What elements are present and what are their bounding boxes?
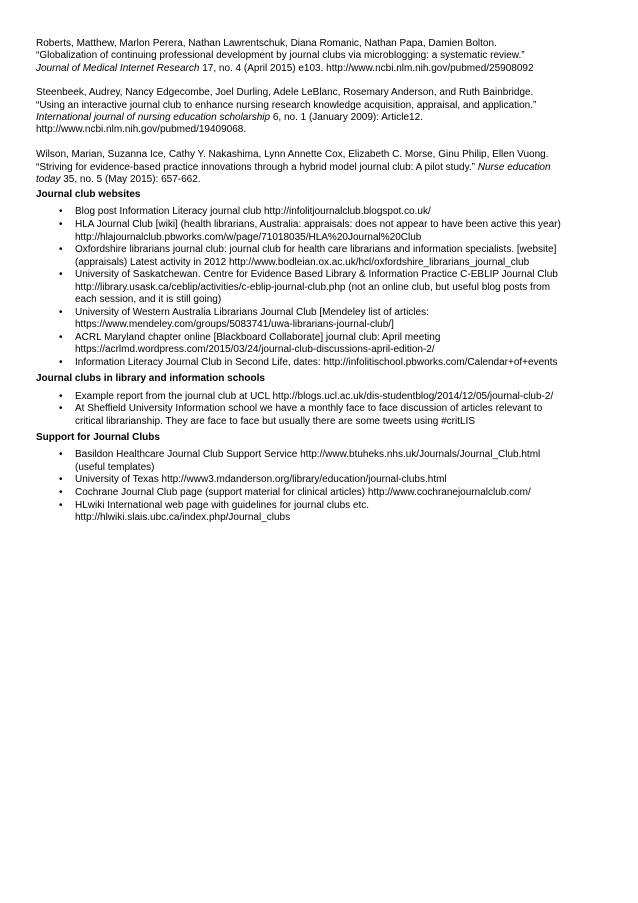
bullet-list (36, 206, 610, 369)
list-item-line: Information Literacy Journal Club in Second Life, dates: http://infolitischool.pbworks.com/Calendar+of+events (75, 357, 558, 369)
list-item-line: http://hlajournalclub.pbworks.com/w/page/71018035/HLA%20Journal%20Club (75, 231, 422, 243)
list-item (36, 219, 610, 244)
reference-authors: Roberts, Matthew, Marlon Perera, Nathan Lawrentschuk, Diana Romanic, Nathan Papa, Damien Bolton. (36, 38, 497, 49)
list-item (36, 332, 610, 357)
reference-url: http://www.ncbi.nlm.nih.gov/pubmed/19409068. (36, 124, 247, 136)
list-item-line: ACRL Maryland chapter online [Blackboard Collaborate] journal club: April meeting (75, 331, 441, 343)
bullet-icon: • (59, 449, 63, 461)
list-item (36, 487, 610, 499)
reference-wilson (36, 149, 610, 186)
list-item (36, 500, 610, 525)
reference-details: 6, no. 1 (January 2009): Article12. (270, 112, 423, 124)
list-item-line: University of Western Australia Librarians Journal Club [Mendeley list of articles: (75, 306, 429, 318)
reference-title: “Striving for evidence-based practice innovations through a hybrid model journal club: A pilot study.” (36, 161, 478, 173)
list-item (36, 244, 610, 269)
section-heading: Support for Journal Clubs (36, 432, 160, 443)
list-item-line: http://hlwiki.slais.ubc.ca/index.php/Journal_clubs (75, 512, 291, 524)
bullet-list (36, 391, 610, 428)
reference-citation (36, 63, 610, 75)
reference-title-line (36, 162, 610, 174)
list-item (36, 391, 610, 403)
list-item-line: Basildon Healthcare Journal Club Support Service http://www.btuheks.nhs.uk/Journals/Journal_Club.html (75, 449, 541, 461)
list-item (36, 474, 610, 486)
bullet-icon: • (59, 244, 63, 256)
list-item (36, 357, 610, 369)
reference-journal: Journal of Medical Internet Research (36, 62, 200, 74)
list-item-line: HLwiki International web page with guidelines for journal clubs etc. (75, 499, 370, 511)
bullet-icon: • (59, 499, 63, 511)
reference-journal: Nurse education (477, 161, 551, 173)
reference-citation (36, 174, 610, 186)
bullet-icon: • (59, 390, 63, 402)
bullet-icon: • (59, 487, 63, 499)
list-item (36, 307, 610, 332)
bullet-icon: • (59, 403, 63, 415)
list-item (36, 449, 610, 474)
document-page (36, 38, 610, 529)
list-item-line: (useful templates) (75, 461, 155, 473)
bullet-icon: • (59, 269, 63, 281)
list-item-line: critical librarianship. They are face to face but usually there are some tweets using #critLIS (75, 415, 476, 427)
reference-journal: International journal of nursing education scholarship (36, 112, 271, 124)
list-item-line: http://library.usask.ca/ceblip/activities/c-eblip-journal-club.php (not an online club, but useful blog posts from (75, 281, 551, 293)
list-item-line: Blog post Information Literacy journal club http://infolitjournalclub.blogspot.co.uk/ (75, 206, 431, 218)
bullet-icon: • (59, 357, 63, 369)
bullet-list (36, 449, 610, 524)
reference-roberts (36, 38, 610, 75)
list-item-line: (appraisals) Latest activity in 2012 http://www.bodleian.ox.ac.uk/hcl/oxfordshire_librarians_journal_club (75, 256, 530, 268)
reference-authors: Steenbeek, Audrey, Nancy Edgecombe, Joel Durling, Adele LeBlanc, Rosemary Anderson, and Ruth Bainbridge. (36, 87, 534, 99)
bullet-icon: • (59, 306, 63, 318)
reference-title: “Using an interactive journal club to enhance nursing research knowledge acquisition, appraisal, and application.” (36, 99, 537, 111)
list-item-line: each session, and it is still going) (75, 294, 222, 306)
list-item-line: https://acrlmd.wordpress.com/2015/03/24/journal-club-discussions-april-edition-2/ (75, 344, 435, 356)
list-item (36, 206, 610, 218)
list-item (36, 269, 610, 306)
bullet-icon: • (59, 206, 63, 218)
list-item-line: At Sheffield University Information school we have a monthly face to face discussion of articles relevant to (75, 403, 543, 415)
list-item-line: University of Texas http://www3.mdanderson.org/library/education/journal-clubs.html (75, 474, 447, 486)
reference-title: “Globalization of continuing professional development by journal clubs via microblogging: a systematic review.” (36, 50, 525, 62)
reference-steenbeek (36, 87, 610, 136)
reference-citation (36, 112, 610, 124)
bullet-icon: • (59, 331, 63, 343)
list-item-line: https://www.mendeley.com/groups/5083741/uwa-librarians-journal-club/] (75, 319, 394, 331)
list-item-line: HLA Journal Club [wiki] (health librarians, Australia: appraisals: does not appear to have been active this year) (75, 219, 561, 231)
bullet-icon: • (59, 474, 63, 486)
list-item-line: Example report from the journal club at UCL http://blogs.ucl.ac.uk/dis-studentblog/2014/12/05/journal-club-2/ (75, 390, 554, 402)
list-item-line: Cochrane Journal Club page (support material for clinical articles) http://www.cochranejournalclub.com/ (75, 487, 531, 499)
reference-details: 17, no. 4 (April 2015) e103. http://www.ncbi.nlm.nih.gov/pubmed/25908092 (199, 62, 534, 74)
section-heading: Journal clubs in library and information schools (36, 373, 265, 385)
sections-container (36, 189, 610, 524)
list-item-line: Oxfordshire librarians journal club: journal club for health care librarians and information specialists. [website] (75, 244, 557, 256)
reference-authors: Wilson, Marian, Suzanna Ice, Cathy Y. Nakashima, Lynn Annette Cox, Elizabeth C. Morse, Ginu Philip, Ellen Vuong. (36, 149, 549, 161)
reference-journal-cont: today (36, 173, 61, 185)
reference-details: 35, no. 5 (May 2015): 657-662. (60, 173, 201, 185)
list-item (36, 403, 610, 428)
section-heading: Journal club websites (36, 189, 141, 201)
list-item-line: University of Saskatchewan. Centre for Evidence Based Library & Information Practice C-EBLIP Journal Club (75, 269, 558, 281)
bullet-icon: • (59, 219, 63, 231)
